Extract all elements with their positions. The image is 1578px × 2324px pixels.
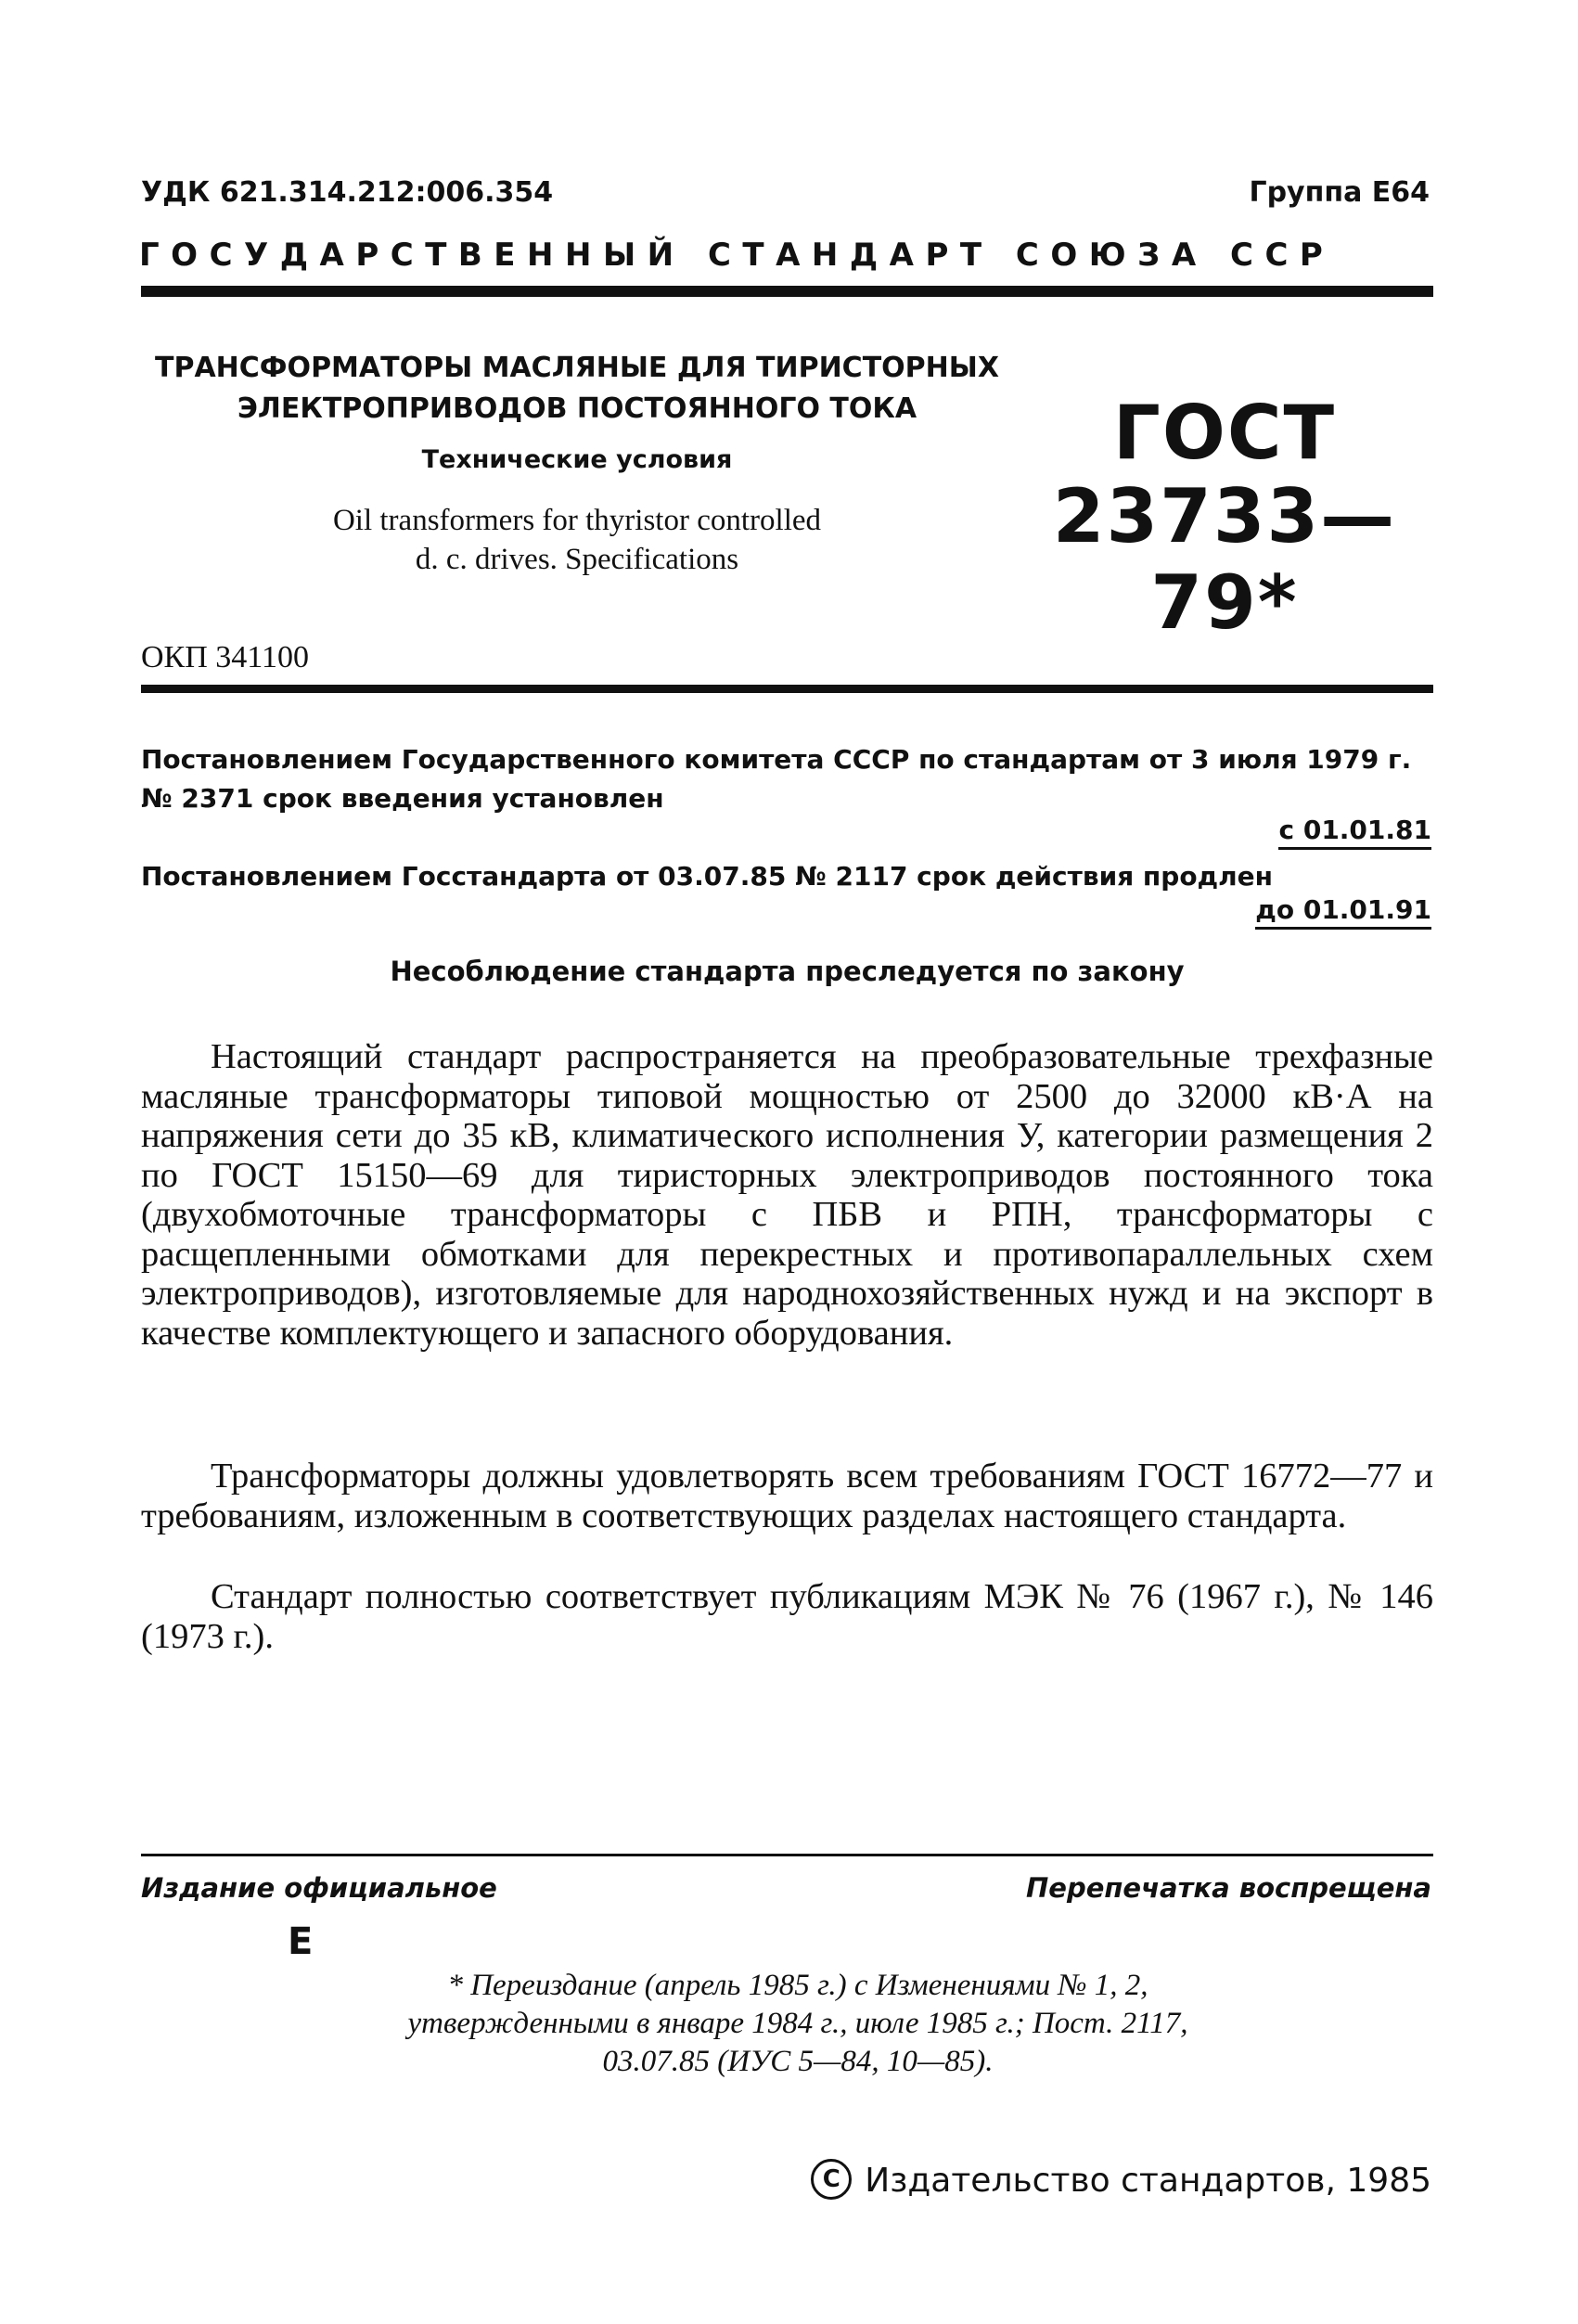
footnote-line-2: утвержденными в январе 1984 г., июле 1985 г.; Пост. 2117, [407, 2007, 1188, 2040]
body-paragraph-iec: Стандарт полностью соответствует публикациям МЭК № 76 (1967 г.), № 146 (1973 г.). [141, 1577, 1433, 1656]
official-edition-label: Издание официальное [141, 1872, 497, 1904]
body-paragraph-scope: Настоящий стандарт распространяется на преобразовательные трехфазные масляные трансформаторы типовой мощностью от 2500 до 32000 кВ·А на напряжения сети до 35 кВ, климатического исполнения У, категории размещения 2 по ГОСТ 15150—69 для тиристорных электроприводов постоянного тока (двухобмоточные трансформаторы с ПБВ и РПН, трансформаторы с расщепленными обмотками для перекрестных и противопараллельных схем электроприводов), изготовляемые для народнохозяйственных нужд и на экспорт в качестве комплектующего и запасного оборудования. [141, 1037, 1433, 1353]
okp-rule [141, 685, 1433, 693]
state-standard-heading: ГОСУДАРСТВЕННЫЙ СТАНДАРТ СОЮЗА ССР [139, 237, 1335, 274]
title-russian-line-1: ТРАНСФОРМАТОРЫ МАСЛЯНЫЕ ДЛЯ ТИРИСТОРНЫХ [155, 352, 999, 384]
title-english-line-1: Oil transformers for thyristor controlled [332, 504, 822, 537]
title-english [141, 501, 1013, 579]
title-english-line-2: d. c. drives. Specifications [415, 543, 739, 576]
okp-code: ОКП 341100 [141, 640, 310, 674]
gost-number: 23733—79* [1052, 473, 1397, 646]
footnote-line-3: 03.07.85 (ИУС 5—84, 10—85). [602, 2045, 994, 2078]
title-russian [141, 348, 1013, 430]
reissue-footnote [278, 1967, 1317, 2081]
footnote-line-1: * Переиздание (апрель 1985 г.) с Изменениями № 1, 2, [447, 1969, 1148, 2002]
title-subtitle: Технические условия [421, 445, 733, 474]
group-code: Группа Е64 [1249, 176, 1430, 209]
decree-introduction-date: с 01.01.81 [1278, 815, 1431, 850]
e-mark: Е [288, 1920, 314, 1963]
law-notice: Несоблюдение стандарта преследуется по закону [390, 956, 1185, 987]
decree-extension-date: до 01.01.91 [1255, 894, 1431, 930]
header-rule [141, 286, 1433, 297]
copyright-text: Издательство стандартов, 1985 [865, 2162, 1431, 2200]
decree-extension: Постановлением Госстандарта от 03.07.85 № 2117 срок действия продлен [141, 861, 1274, 892]
copyright-icon: C [811, 2159, 852, 2200]
footer-rule [141, 1854, 1433, 1856]
udk-code: УДК 621.314.212:006.354 [141, 176, 554, 209]
reprint-prohibited-label: Перепечатка воспрещена [1026, 1872, 1431, 1904]
body-paragraph-requirements: Трансформаторы должны удовлетворять всем требованиям ГОСТ 16772—77 и требованиям, изложенным в соответствующих разделах настоящего стандарта. [141, 1457, 1433, 1535]
decree-introduction: Постановлением Государственного комитета СССР по стандартам от 3 июля 1979 г. № 2371 срок введения установлен [141, 744, 1412, 814]
copyright-line [811, 2162, 1431, 2202]
title-russian-line-2: ЭЛЕКТРОПРИВОДОВ ПОСТОЯННОГО ТОКА [237, 392, 917, 425]
gost-label: ГОСТ [1112, 390, 1337, 476]
